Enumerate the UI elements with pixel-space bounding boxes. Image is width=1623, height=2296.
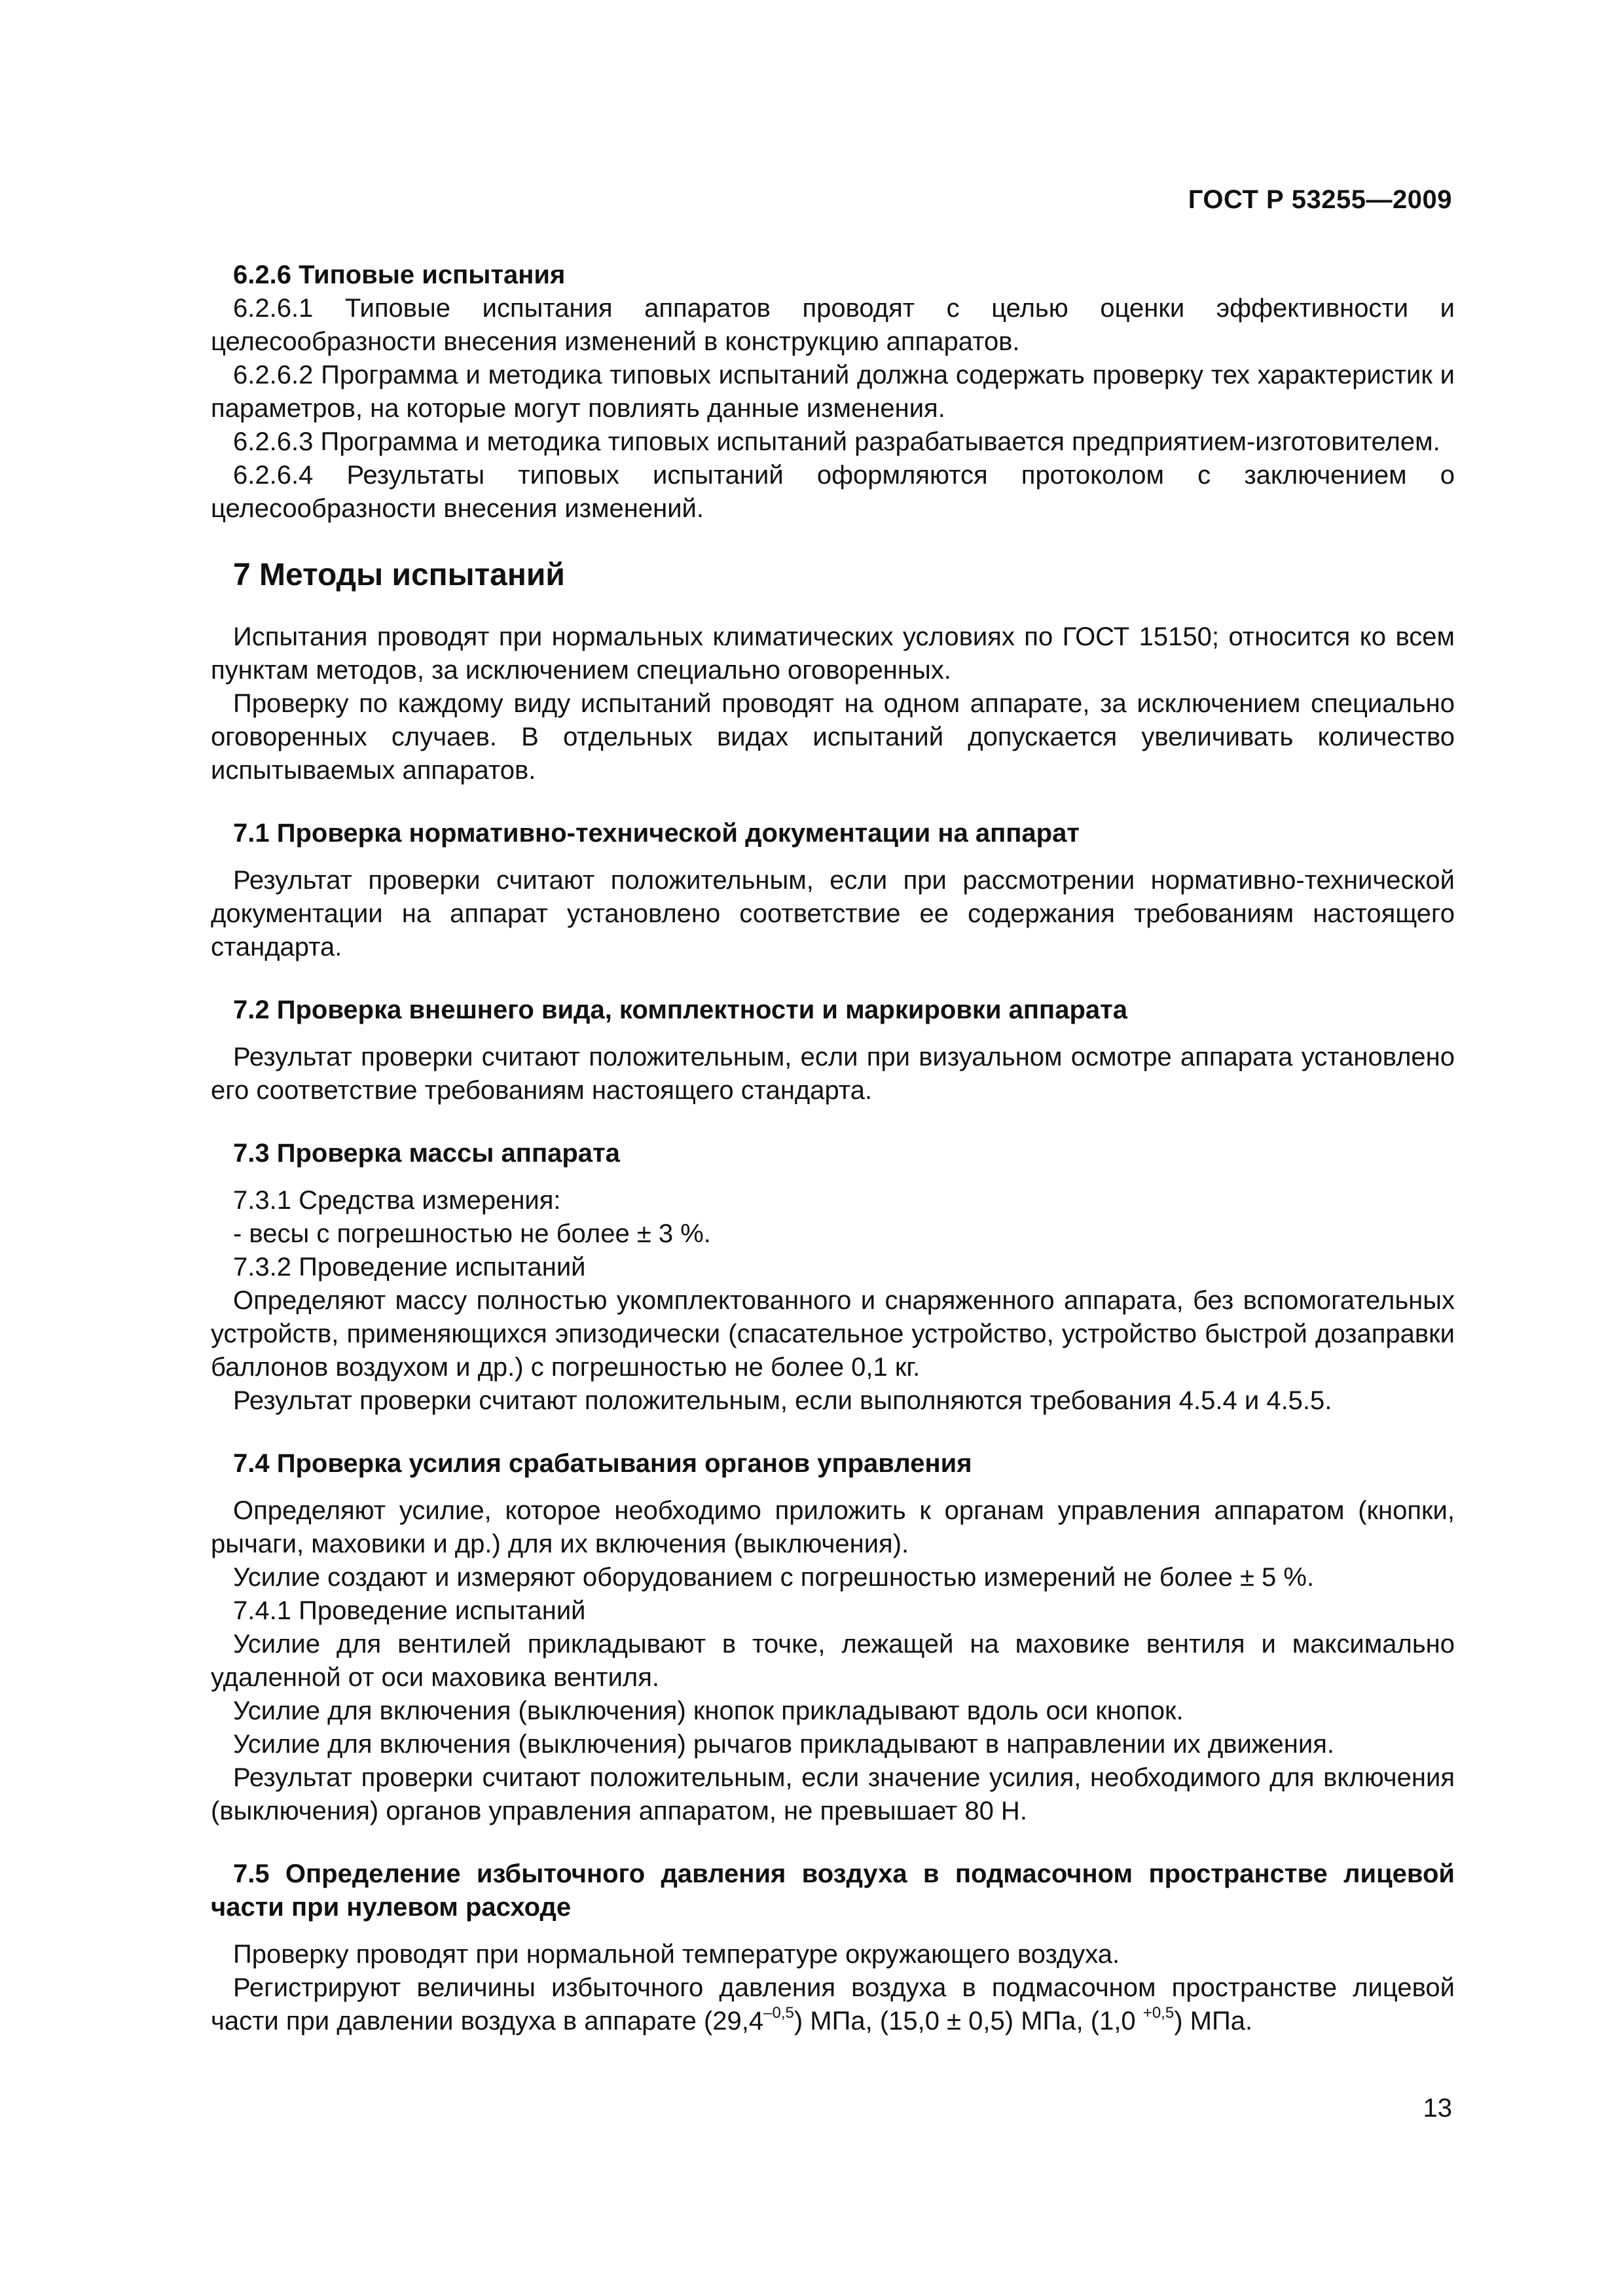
tolerance-superscript: –0,5 bbox=[763, 2004, 794, 2022]
paragraph: Результат проверки считают положительным, если выполняются требования 4.5.4 и 4.5.5. bbox=[233, 1386, 1332, 1415]
spacer bbox=[211, 787, 1455, 817]
paragraph: 6.2.6.4 Результаты типовых испытаний оформляются протоколом с заключением о целесообразности внесения изменений. bbox=[211, 461, 1455, 523]
paragraph: Усилие для включения (выключения) рычагов прикладывают в направлении их движения. bbox=[233, 1730, 1335, 1759]
spacer bbox=[211, 1027, 1455, 1041]
paragraph: - весы с погрешностью не более ± 3 %. bbox=[233, 1219, 711, 1248]
paragraph: Проверку проводят при нормальной температуре окружающего воздуха. bbox=[233, 1940, 1120, 1969]
text-run: ) МПа. bbox=[1174, 2007, 1253, 2036]
paragraph: Результат проверки считают положительным, если значение усилия, необходимого для включения (выключения) органов управления аппаратом, не превышает 80 Н. bbox=[211, 1763, 1455, 1825]
document-header: ГОСТ Р 53255—2009 bbox=[1188, 185, 1452, 214]
document-body bbox=[211, 259, 1455, 2038]
paragraph: Результат проверки считают положительным, если при визуальном осмотре аппарата установлено его соответствие требованиям настоящего стандарта. bbox=[211, 1043, 1455, 1105]
paragraph: 6.2.6.1 Типовые испытания аппаратов проводят с целью оценки эффективности и целесообразности внесения изменений в конструкцию аппаратов. bbox=[211, 294, 1455, 356]
paragraph: 6.2.6.3 Программа и методика типовых испытаний разрабатывается предприятием-изготовителем. bbox=[233, 427, 1440, 456]
spacer bbox=[211, 964, 1455, 994]
paragraph: Усилие для включения (выключения) кнопок прикладывают вдоль оси кнопок. bbox=[233, 1696, 1184, 1725]
section-7-2-title: 7.2 Проверка внешнего вида, комплектности и маркировки аппарата bbox=[233, 996, 1127, 1024]
page-number: 13 bbox=[1423, 2094, 1452, 2123]
paragraph: Испытания проводят при нормальных климатических условиях по ГОСТ 15150; относится ко всем пунктам методов, за исключением специально оговоренных. bbox=[211, 622, 1455, 685]
spacer bbox=[211, 1924, 1455, 1938]
spacer bbox=[211, 1480, 1455, 1494]
spacer bbox=[211, 526, 1455, 556]
spacer bbox=[211, 1170, 1455, 1184]
section-6-2-6-title: 6.2.6 Типовые испытания bbox=[233, 260, 566, 289]
section-7-4-title: 7.4 Проверка усилия срабатывания органов управления bbox=[233, 1449, 972, 1478]
paragraph: Результат проверки считают положительным, если при рассмотрении нормативно-технической документации на аппарат установлено соответствие ее содержания требованиям настоящего стандарта. bbox=[211, 866, 1455, 961]
spacer bbox=[211, 1828, 1455, 1857]
spacer bbox=[211, 1107, 1455, 1137]
text-run: ) МПа, (15,0 ± 0,5) МПа, (1,0 bbox=[793, 2007, 1143, 2036]
paragraph: Усилие для вентилей прикладывают в точке, лежащей на маховике вентиля и максимально удаленной от оси маховика вентиля. bbox=[211, 1630, 1455, 1692]
section-7-title: 7 Методы испытаний bbox=[233, 558, 565, 592]
paragraph bbox=[211, 1971, 1455, 2038]
paragraph: Проверку по каждому виду испытаний проводят на одном аппарате, за исключением специально оговоренных случаев. В отдельных видах испытаний допускается увеличивать количество испытываемых аппаратов. bbox=[211, 689, 1455, 785]
tolerance-superscript: +0,5 bbox=[1142, 2004, 1175, 2022]
paragraph: Определяют массу полностью укомплектованного и снаряженного аппарата, без вспомогательных устройств, применяющихся эпизодически (спасательное устройство, устройство быстрой дозаправки баллонов воздухом и др.) с погрешностью не более 0,1 кг. bbox=[211, 1286, 1455, 1382]
paragraph: 6.2.6.2 Программа и методика типовых испытаний должна содержать проверку тех характеристик и параметров, на которые могут повлиять данные изменения. bbox=[211, 361, 1455, 423]
paragraph: 7.4.1 Проведение испытаний bbox=[233, 1596, 586, 1625]
paragraph: 7.3.1 Средства измерения: bbox=[233, 1186, 561, 1215]
paragraph: Определяют усилие, которое необходимо приложить к органам управления аппаратом (кнопки, рычаги, маховики и др.) для их включения (выключения). bbox=[211, 1496, 1455, 1558]
text-run: Регистрируют величины избыточного давления воздуха в подмасочном пространстве лицевой части при давлении воздуха в аппарате (29,4 bbox=[211, 1973, 1455, 2036]
section-7-3-title: 7.3 Проверка массы аппарата bbox=[233, 1139, 620, 1168]
section-7-5-title: 7.5 Определение избыточного давления воздуха в подмасочном пространстве лицевой части при нулевом расходе bbox=[211, 1859, 1455, 1922]
spacer bbox=[211, 1418, 1455, 1447]
paragraph: 7.3.2 Проведение испытаний bbox=[233, 1253, 586, 1282]
spacer bbox=[211, 595, 1455, 620]
spacer bbox=[211, 850, 1455, 864]
paragraph: Усилие создают и измеряют оборудованием с погрешностью измерений не более ± 5 %. bbox=[233, 1563, 1315, 1592]
section-7-1-title: 7.1 Проверка нормативно-технической документации на аппарат bbox=[233, 819, 1080, 848]
